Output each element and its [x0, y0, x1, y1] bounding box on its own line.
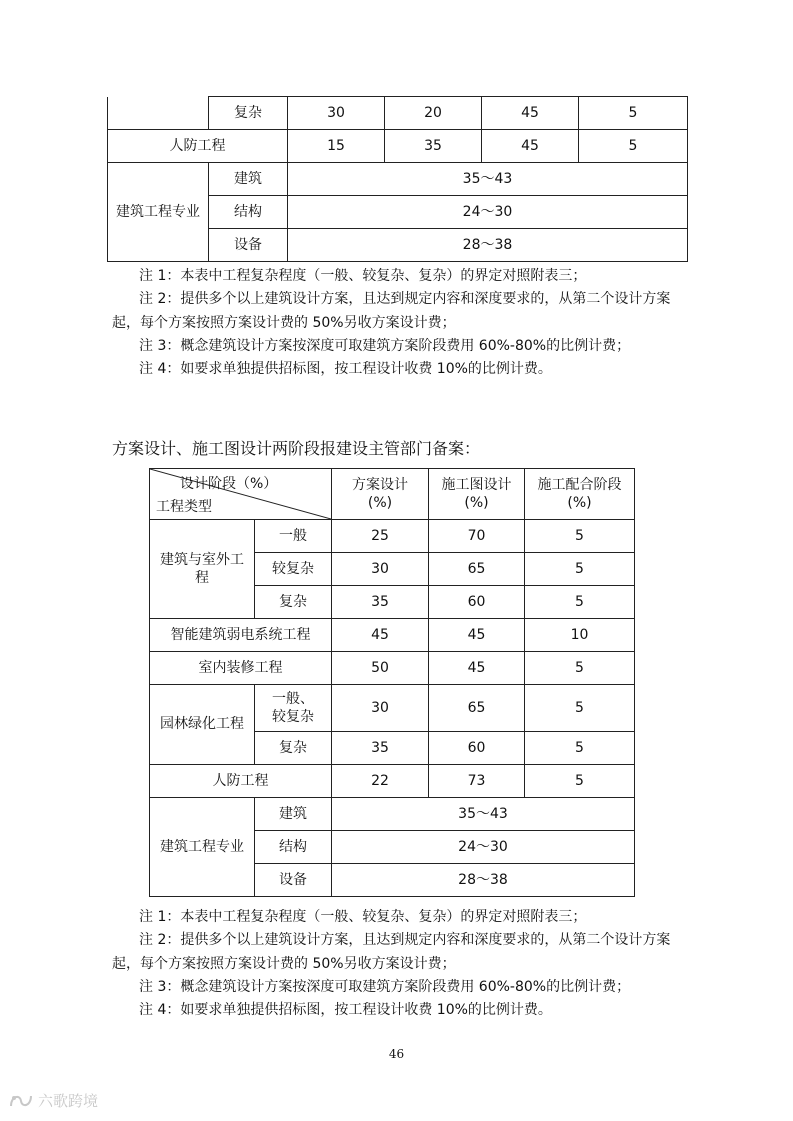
- range-cell: 28～38: [288, 229, 688, 262]
- watermark-logo-icon: [8, 1092, 34, 1110]
- note-line: 注 3：概念建筑设计方案按深度可取建筑方案阶段费用 60%-80%的比例计费；: [139, 978, 631, 995]
- header-line: (%): [567, 495, 592, 511]
- table-cell: 15: [288, 130, 385, 163]
- table-cell: 45: [482, 130, 579, 163]
- note-line: 注 3：概念建筑设计方案按深度可取建筑方案阶段费用 60%-80%的比例计费；: [139, 337, 631, 354]
- table-cell: 5: [579, 130, 688, 163]
- note-line: 注 2：提供多个以上建筑设计方案，且达到规定内容和深度要求的，从第二个设计方案: [139, 291, 671, 308]
- table-cell: 60: [429, 586, 525, 619]
- table-header-row: [150, 469, 635, 520]
- table-cell: 5: [525, 765, 635, 798]
- header-line: 方案设计: [352, 476, 408, 493]
- header-line: 施工图设计: [441, 476, 512, 493]
- page-number: 46: [388, 1047, 405, 1061]
- note-line: 注 1：本表中工程复杂程度（一般、较复杂、复杂）的界定对照附表三；: [139, 268, 587, 284]
- table-cell: 65: [429, 553, 525, 586]
- table-row: [150, 685, 635, 732]
- sub-label: 建筑: [255, 798, 332, 831]
- table-cell: 45: [332, 619, 429, 652]
- range-cell: 35～43: [332, 798, 635, 831]
- table-row: [150, 652, 635, 685]
- table-cell: 35: [332, 586, 429, 619]
- range-cell: 35～43: [288, 163, 688, 196]
- table-cell: 5: [525, 652, 635, 685]
- notes-block: [112, 908, 687, 1025]
- table-cell: 45: [429, 619, 525, 652]
- table-cell: 10: [525, 619, 635, 652]
- row-label: 室内装修工程: [150, 652, 332, 685]
- sub-label: 设备: [209, 229, 288, 262]
- group-label: 建筑工程专业: [150, 798, 255, 897]
- header-line: 施工配合阶段: [537, 476, 622, 493]
- column-header: [429, 469, 525, 520]
- table-cell: 25: [332, 520, 429, 553]
- table-cell: 30: [332, 685, 429, 732]
- table-cell: 20: [385, 97, 482, 130]
- two-stage-fee-table: [149, 468, 635, 897]
- table-cell: 5: [525, 685, 635, 732]
- table-row: [150, 520, 635, 553]
- column-header: [525, 469, 635, 520]
- section-heading: 方案设计、施工图设计两阶段报建设主管部门备案：: [112, 439, 481, 458]
- table-cell: 60: [429, 732, 525, 765]
- fee-table-continued: [107, 96, 688, 262]
- range-cell: 24～30: [332, 831, 635, 864]
- sub-label: 较复杂: [255, 553, 332, 586]
- note-line: 注 4：如要求单独提供招标图，按工程设计收费 10%的比例计费。: [139, 361, 552, 378]
- sub-label: 结构: [209, 196, 288, 229]
- table-cell: 复杂: [209, 97, 288, 130]
- table-cell: 45: [429, 652, 525, 685]
- table-row: [150, 765, 635, 798]
- table-cell: 70: [429, 520, 525, 553]
- note-line: 起，每个方案按照方案设计费的 50%另收方案设计费；: [112, 314, 456, 331]
- table-cell: 30: [332, 553, 429, 586]
- table-row: [108, 163, 688, 196]
- table-cell: 50: [332, 652, 429, 685]
- notes-block: [112, 267, 687, 384]
- column-header: [332, 469, 429, 520]
- table-cell: 73: [429, 765, 525, 798]
- sub-label: 复杂: [255, 732, 332, 765]
- row-label: 人防工程: [108, 130, 288, 163]
- row-label: 人防工程: [150, 765, 332, 798]
- sub-label: 一般、较复杂: [255, 685, 332, 732]
- table-cell: 45: [482, 97, 579, 130]
- header-line: (%): [367, 495, 393, 511]
- table-cell: 5: [579, 97, 688, 130]
- group-label: 建筑与室外工程: [150, 520, 255, 619]
- note-line: 注 4：如要求单独提供招标图，按工程设计收费 10%的比例计费。: [139, 1002, 552, 1019]
- table-row: [108, 97, 688, 130]
- table-row: [108, 130, 688, 163]
- table-cell: 22: [332, 765, 429, 798]
- group-label: 建筑工程专业: [108, 163, 209, 262]
- header-line: (%): [464, 495, 489, 511]
- table-cell: 65: [429, 685, 525, 732]
- table-cell: 5: [525, 553, 635, 586]
- sub-label: 建筑: [209, 163, 288, 196]
- row-label: 智能建筑弱电系统工程: [150, 619, 332, 652]
- table-cell: 5: [525, 520, 635, 553]
- stage-header-label: 设计阶段（%）: [180, 476, 278, 492]
- table-row: [150, 798, 635, 831]
- sub-label: 结构: [255, 831, 332, 864]
- sub-label: 复杂: [255, 586, 332, 619]
- watermark-text: 六歌跨境: [38, 1092, 99, 1110]
- range-cell: 24～30: [288, 196, 688, 229]
- note-line: 注 2：提供多个以上建筑设计方案，且达到规定内容和深度要求的，从第二个设计方案: [139, 932, 671, 949]
- watermark: [8, 1090, 98, 1111]
- table-cell: 35: [385, 130, 482, 163]
- group-label: 园林绿化工程: [150, 685, 255, 765]
- table-row: [150, 619, 635, 652]
- sub-label: 设备: [255, 864, 332, 897]
- table-cell: 5: [525, 586, 635, 619]
- note-line: 起，每个方案按照方案设计费的 50%另收方案设计费；: [112, 955, 456, 972]
- diagonal-header: [150, 469, 332, 520]
- type-header-label: 工程类型: [156, 499, 212, 515]
- table-cell: 35: [332, 732, 429, 765]
- table-cell: 5: [525, 732, 635, 765]
- note-line: 注 1：本表中工程复杂程度（一般、较复杂、复杂）的界定对照附表三；: [139, 909, 587, 925]
- range-cell: 28～38: [332, 864, 635, 897]
- sub-label: 一般: [255, 520, 332, 553]
- table-cell: 30: [288, 97, 385, 130]
- table-cell: [108, 97, 209, 130]
